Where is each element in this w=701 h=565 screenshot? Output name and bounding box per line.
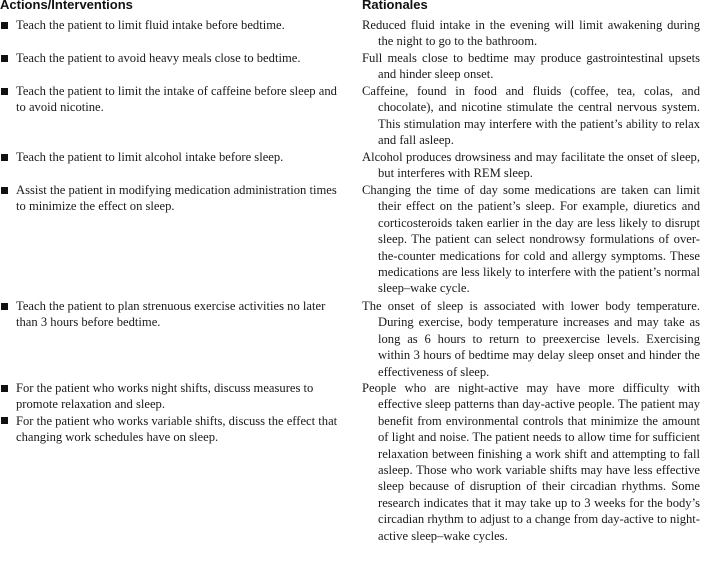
action-cell [0,83,340,116]
action-item [0,380,340,413]
action-item [0,17,340,33]
action-item [0,50,340,66]
rationale-text: People who are night-active may have more difficulty with effective sleep patterns than day-active people. The patient may benefit from environmental controls that minimize the amount of light and noise. The patient needs to allow time for sufficient relaxation between finishing a work shift and attempting to fall asleep. Those who work variable shifts may have less effective sleep because of disruption of their circadian rhythms. Some research indicates that it may take up to 3 weeks for the body’s circadian rhythm to adjust to a change from day-active to night-active sleep–wake cycles. [362,381,700,543]
action-text: For the patient who works night shifts, discuss measures to promote relaxation and sleep. [16,381,314,412]
bullet-square-icon [1,187,8,194]
action-cell [0,50,340,66]
rationale-text: Reduced fluid intake in the evening will limit awakening during the night to go to the bathroom. [362,18,700,49]
action-cell [0,149,340,165]
action-text: Teach the patient to plan strenuous exercise activities no later than 3 hours before bedtime. [16,299,326,330]
bullet-square-icon [1,417,8,424]
bullet-square-icon [1,55,8,62]
action-text: Teach the patient to avoid heavy meals close to bedtime. [16,51,301,65]
rationale-text: Caffeine, found in food and fluids (coffee, tea, colas, and chocolate), and nicotine stimulate the central nervous system. This stimulation may interfere with the patient’s ability to relax and fall asleep. [362,84,700,148]
action-text: Teach the patient to limit alcohol intake before sleep. [16,150,284,164]
action-text: Assist the patient in modifying medication administration times to minimize the effect on sleep. [16,183,337,214]
action-cell [0,298,340,331]
action-item [0,298,340,331]
rationale-text: Full meals close to bedtime may produce gastrointestinal upsets and hinder sleep onset. [362,51,700,82]
action-item [0,83,340,116]
bullet-square-icon [1,385,8,392]
action-text: Teach the patient to limit fluid intake before bedtime. [16,18,285,32]
actions-header: Actions/Interventions [0,0,133,12]
action-item [0,149,340,165]
bullet-square-icon [1,303,8,310]
rationale-text: Alcohol produces drowsiness and may facilitate the onset of sleep, but interferes with REM sleep. [362,150,700,181]
action-text: For the patient who works variable shifts, discuss the effect that changing work schedules have on sleep. [16,413,338,445]
action-cell [0,17,340,33]
rationales-header: Rationales [362,0,428,12]
bullet-square-icon [1,154,8,161]
bullet-square-icon [1,22,8,29]
action-item [0,413,340,446]
bullet-square-icon [1,88,8,95]
action-item [0,182,340,215]
rationale-text: Changing the time of day some medications are taken can limit their effect on the patient’s sleep. For example, diuretics and corticosteroids taken earlier in the day are less likely to disrupt sleep. The patient can select nondrowsy formulations of over-the-counter medications for cold and allergy symptoms. These medications are less likely to interfere with the patient’s normal sleep–wake cycle. [362,183,700,296]
action-cell [0,380,340,446]
action-text: Teach the patient to limit the intake of caffeine before sleep and to avoid nicotine. [16,84,337,115]
action-cell [0,182,340,215]
rationale-text: The onset of sleep is associated with lower body temperature. During exercise, body temperature increases and may take as long as 6 hours to return to preexercise levels. Exercising within 3 hours of bedtime may delay sleep onset and hinder the effectiveness of sleep. [362,299,700,379]
